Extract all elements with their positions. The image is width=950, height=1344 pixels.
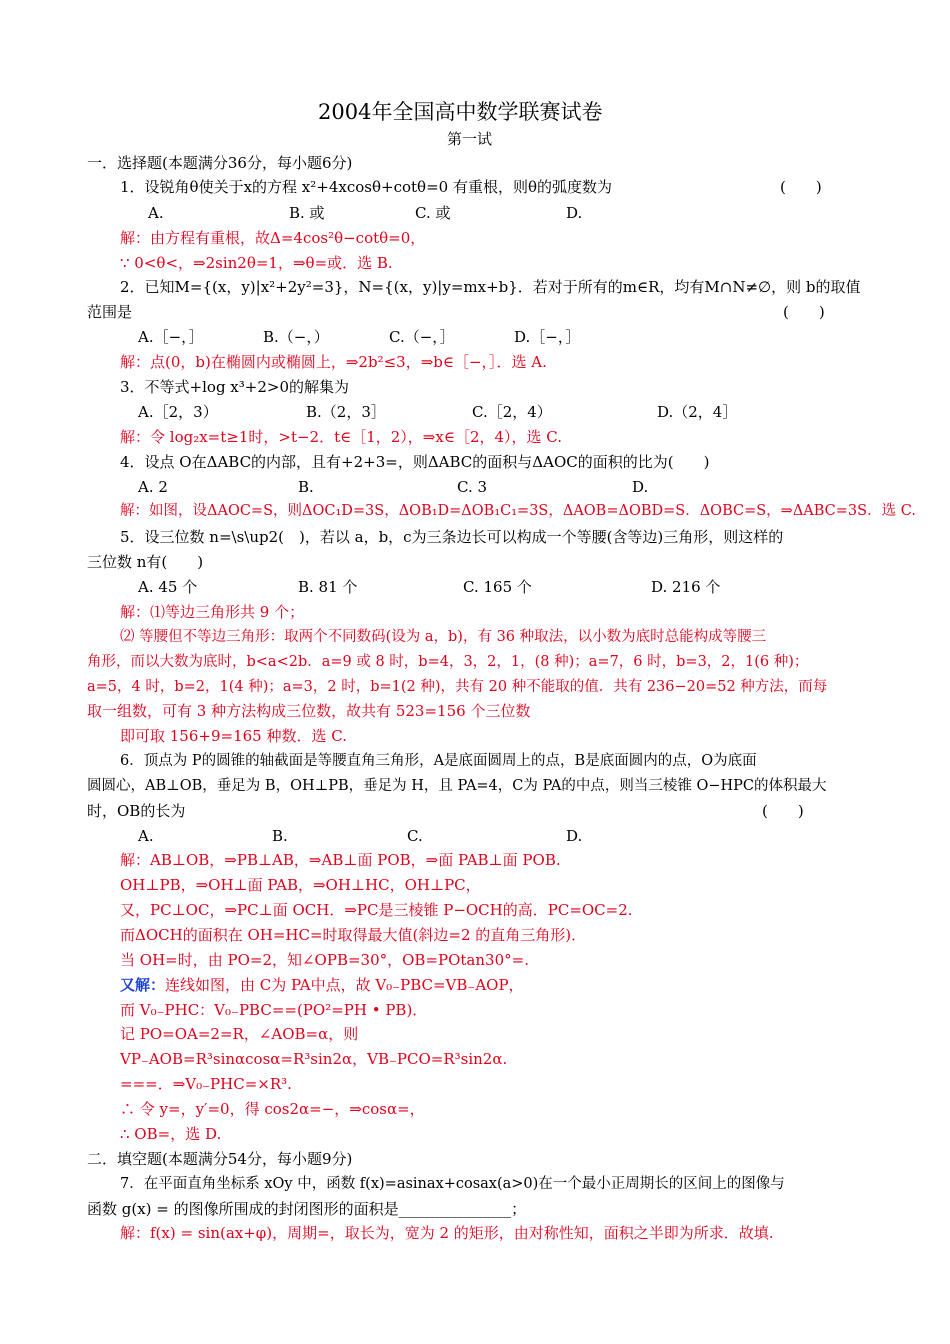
- q1-text: 1．设锐角θ使关于x的方程 x²+4xcosθ+cotθ=0 有重根，则θ的弧度数为: [120, 178, 612, 196]
- page-subtitle: 第一试: [447, 130, 493, 148]
- q3-text: 3．不等式+log x³+2>0的解集为: [120, 378, 350, 396]
- q6-option-a: A.: [138, 827, 154, 845]
- q6-text-3: 时，OB的长为: [87, 802, 186, 820]
- q7-text: 7．在平面直角坐标系 xOy 中，函数 f(x)=asinax+cosax(a>0)在一个最小正周期长的区间上的图像与: [120, 1176, 785, 1192]
- q4-option-a: A. 2: [138, 478, 168, 496]
- q1-option-a: A.: [148, 204, 164, 222]
- q2-text: 2．已知M={(x，y)|x²+2y²=3}，N={(x，y)|y=mx+b}．若对于所有的m∈R，均有M∩N≠∅，则 b的取值: [120, 278, 861, 296]
- q2-option-c: C.（−，］: [389, 328, 455, 346]
- q1-option-b: B. 或: [289, 204, 325, 222]
- q3-option-d: D.（2，4］: [657, 403, 738, 421]
- q2-solution: 解：点(0，b)在椭圆内或椭圆上，⇒2b²≤3，⇒b∈［−，］．选 A.: [120, 353, 547, 371]
- q6-solution-5: 当 OH=时，由 PO=2，知∠OPB=30°，OB=POtan30°=.: [120, 951, 529, 969]
- section-1-heading: 一．选择题(本题满分36分，每小题6分): [87, 154, 353, 172]
- q6-text-2: 圆圆心，AB⊥OB，垂足为 B，OH⊥PB，垂足为 H，且 PA=4，C为 PA的中点，则当三棱锥 O−HPC的体积最大: [87, 778, 827, 794]
- q5-solution-2: ⑵ 等腰但不等边三角形：取两个不同数码(设为 a，b)，有 36 种取法，以小数为底时总能构成等腰三: [120, 629, 767, 645]
- q6-text: 6．顶点为 P的圆锥的轴截面是等腰直角三角形，A是底面圆周上的点，B是底面圆内的点，O为底面: [120, 753, 757, 769]
- q3-option-c: C.［2，4）: [472, 403, 552, 421]
- q6-solution-3: 又，PC⊥OC，⇒PC⊥面 OCH．⇒PC是三棱锥 P−OCH的高．PC=OC=2.: [120, 901, 633, 919]
- q1-paren: ( ): [780, 178, 822, 196]
- q6-solution-6: [120, 974, 524, 996]
- q5-option-c: C. 165 个: [463, 578, 532, 596]
- q6-solution-11: ∴ 令 y=，y′=0，得 cos2α=−，⇒cosα=，: [120, 1100, 425, 1118]
- q5-solution-5: 取一组数，可有 3 种方法构成三位数，故共有 523=156 个三位数: [87, 702, 531, 720]
- q5-option-a: A. 45 个: [138, 578, 198, 596]
- q6-option-d: D.: [566, 827, 583, 845]
- q3-option-b: B.（2，3］: [306, 403, 386, 421]
- q4-option-b: B.: [298, 478, 314, 496]
- q3-solution: 解：令 log₂x=t≥1时，>t−2．t∈［1，2），⇒x∈［2，4），选 C.: [120, 428, 563, 446]
- q6-solution-7: 而 V₀₋PHC：V₀₋PBC==(PO²=PH • PB)．: [120, 1001, 428, 1019]
- q6-solution-8: 记 PO=OA=2=R，∠AOB=α，则: [120, 1025, 359, 1043]
- q7-solution: 解：f(x) = sin(ax+φ)，周期=，取长为，宽为 2 的矩形，由对称性知，面积之半即为所求．故填.: [120, 1224, 774, 1242]
- q5-option-d: D. 216 个: [651, 578, 721, 596]
- q6-option-c: C.: [407, 827, 423, 845]
- q6-solution-1: 解：AB⊥OB，⇒PB⊥AB，⇒AB⊥面 POB，⇒面 PAB⊥面 POB.: [120, 851, 561, 869]
- q2-option-a: A.［−，］: [138, 328, 204, 346]
- q5-solution-1: 解：⑴等边三角形共 9 个；: [120, 603, 305, 621]
- q6-solution-2: OH⊥PB，⇒OH⊥面 PAB，⇒OH⊥HC，OH⊥PC，: [120, 876, 481, 894]
- q5-solution-3: 角形，而以大数为底时，b<a<2b．a=9 或 8 时，b=4，3，2，1，(8 种)；a=7，6 时，b=3，2，1(6 种)；: [87, 654, 809, 670]
- q1-solution-1: 解：由方程有重根，故Δ=4cos²θ−cotθ=0，: [120, 229, 426, 247]
- q7-text-2: 函数 g(x) = 的图像所围成的封闭图形的面积是_______________；: [87, 1200, 527, 1218]
- q6-solution-12: ∴ OB=，选 D.: [120, 1125, 222, 1143]
- q4-option-c: C. 3: [457, 478, 488, 496]
- q2-paren: ( ): [783, 303, 825, 321]
- q3-option-a: A.［2，3）: [138, 403, 218, 421]
- q6-solution-4: 而ΔOCH的面积在 OH=HC=时取得最大值(斜边=2 的直角三角形)．: [120, 926, 587, 944]
- q6-solution-9: VP₋AOB=R³sinαcosα=R³sin2α，VB₋PCO=R³sin2α.: [120, 1050, 508, 1068]
- q4-solution: 解：如图，设ΔAOC=S，则ΔOC₁D=3S，ΔOB₁D=ΔOB₁C₁=3S，ΔAOB=ΔOBD=S．ΔOBC=S，⇒ΔABC=3S．选 C.: [120, 503, 916, 519]
- q5-solution-4: a=5，4 时，b=2，1(4 种)；a=3，2 时，b=1(2 种)，共有 20 种不能取的值．共有 236−20=52 种方法，而每: [87, 679, 828, 695]
- q4-option-d: D.: [632, 478, 649, 496]
- q2-option-b: B.（−，）: [263, 328, 329, 346]
- q2-text-2: 范围是: [87, 303, 133, 321]
- q5-option-b: B. 81 个: [298, 578, 358, 596]
- q6-solution-10: ===．⇒V₀₋PHC=×R³.: [120, 1075, 292, 1093]
- page-title: 2004年全国高中数学联赛试卷: [318, 100, 603, 124]
- alt-solution-label: 又解：: [120, 976, 166, 994]
- q1-option-d: D.: [566, 204, 583, 222]
- alt-solution-text: 连线如图，由 C为 PA中点，故 V₀₋PBC=VB₋AOP，: [165, 976, 524, 994]
- q4-text: 4．设点 O在ΔABC的内部，且有+2+3=，则ΔABC的面积与ΔAOC的面积的比为( ): [120, 453, 710, 471]
- section-2-heading: 二．填空题(本题满分54分，每小题9分): [87, 1150, 353, 1168]
- q5-solution-6: 即可取 156+9=165 种数．选 C.: [120, 727, 347, 745]
- q5-text-2: 三位数 n有( ): [87, 553, 204, 571]
- q6-paren: ( ): [762, 802, 804, 820]
- q6-option-b: B.: [272, 827, 288, 845]
- q1-option-c: C. 或: [415, 204, 451, 222]
- q5-text: 5．设三位数 n=\s\up2( )，若以 a，b，c为三条边长可以构成一个等腰(含等边)三角形，则这样的: [120, 528, 784, 546]
- q2-option-d: D.［−，］: [514, 328, 581, 346]
- q1-solution-2: ∵ 0<θ<，⇒2sin2θ=1，⇒θ=或．选 B.: [120, 254, 393, 272]
